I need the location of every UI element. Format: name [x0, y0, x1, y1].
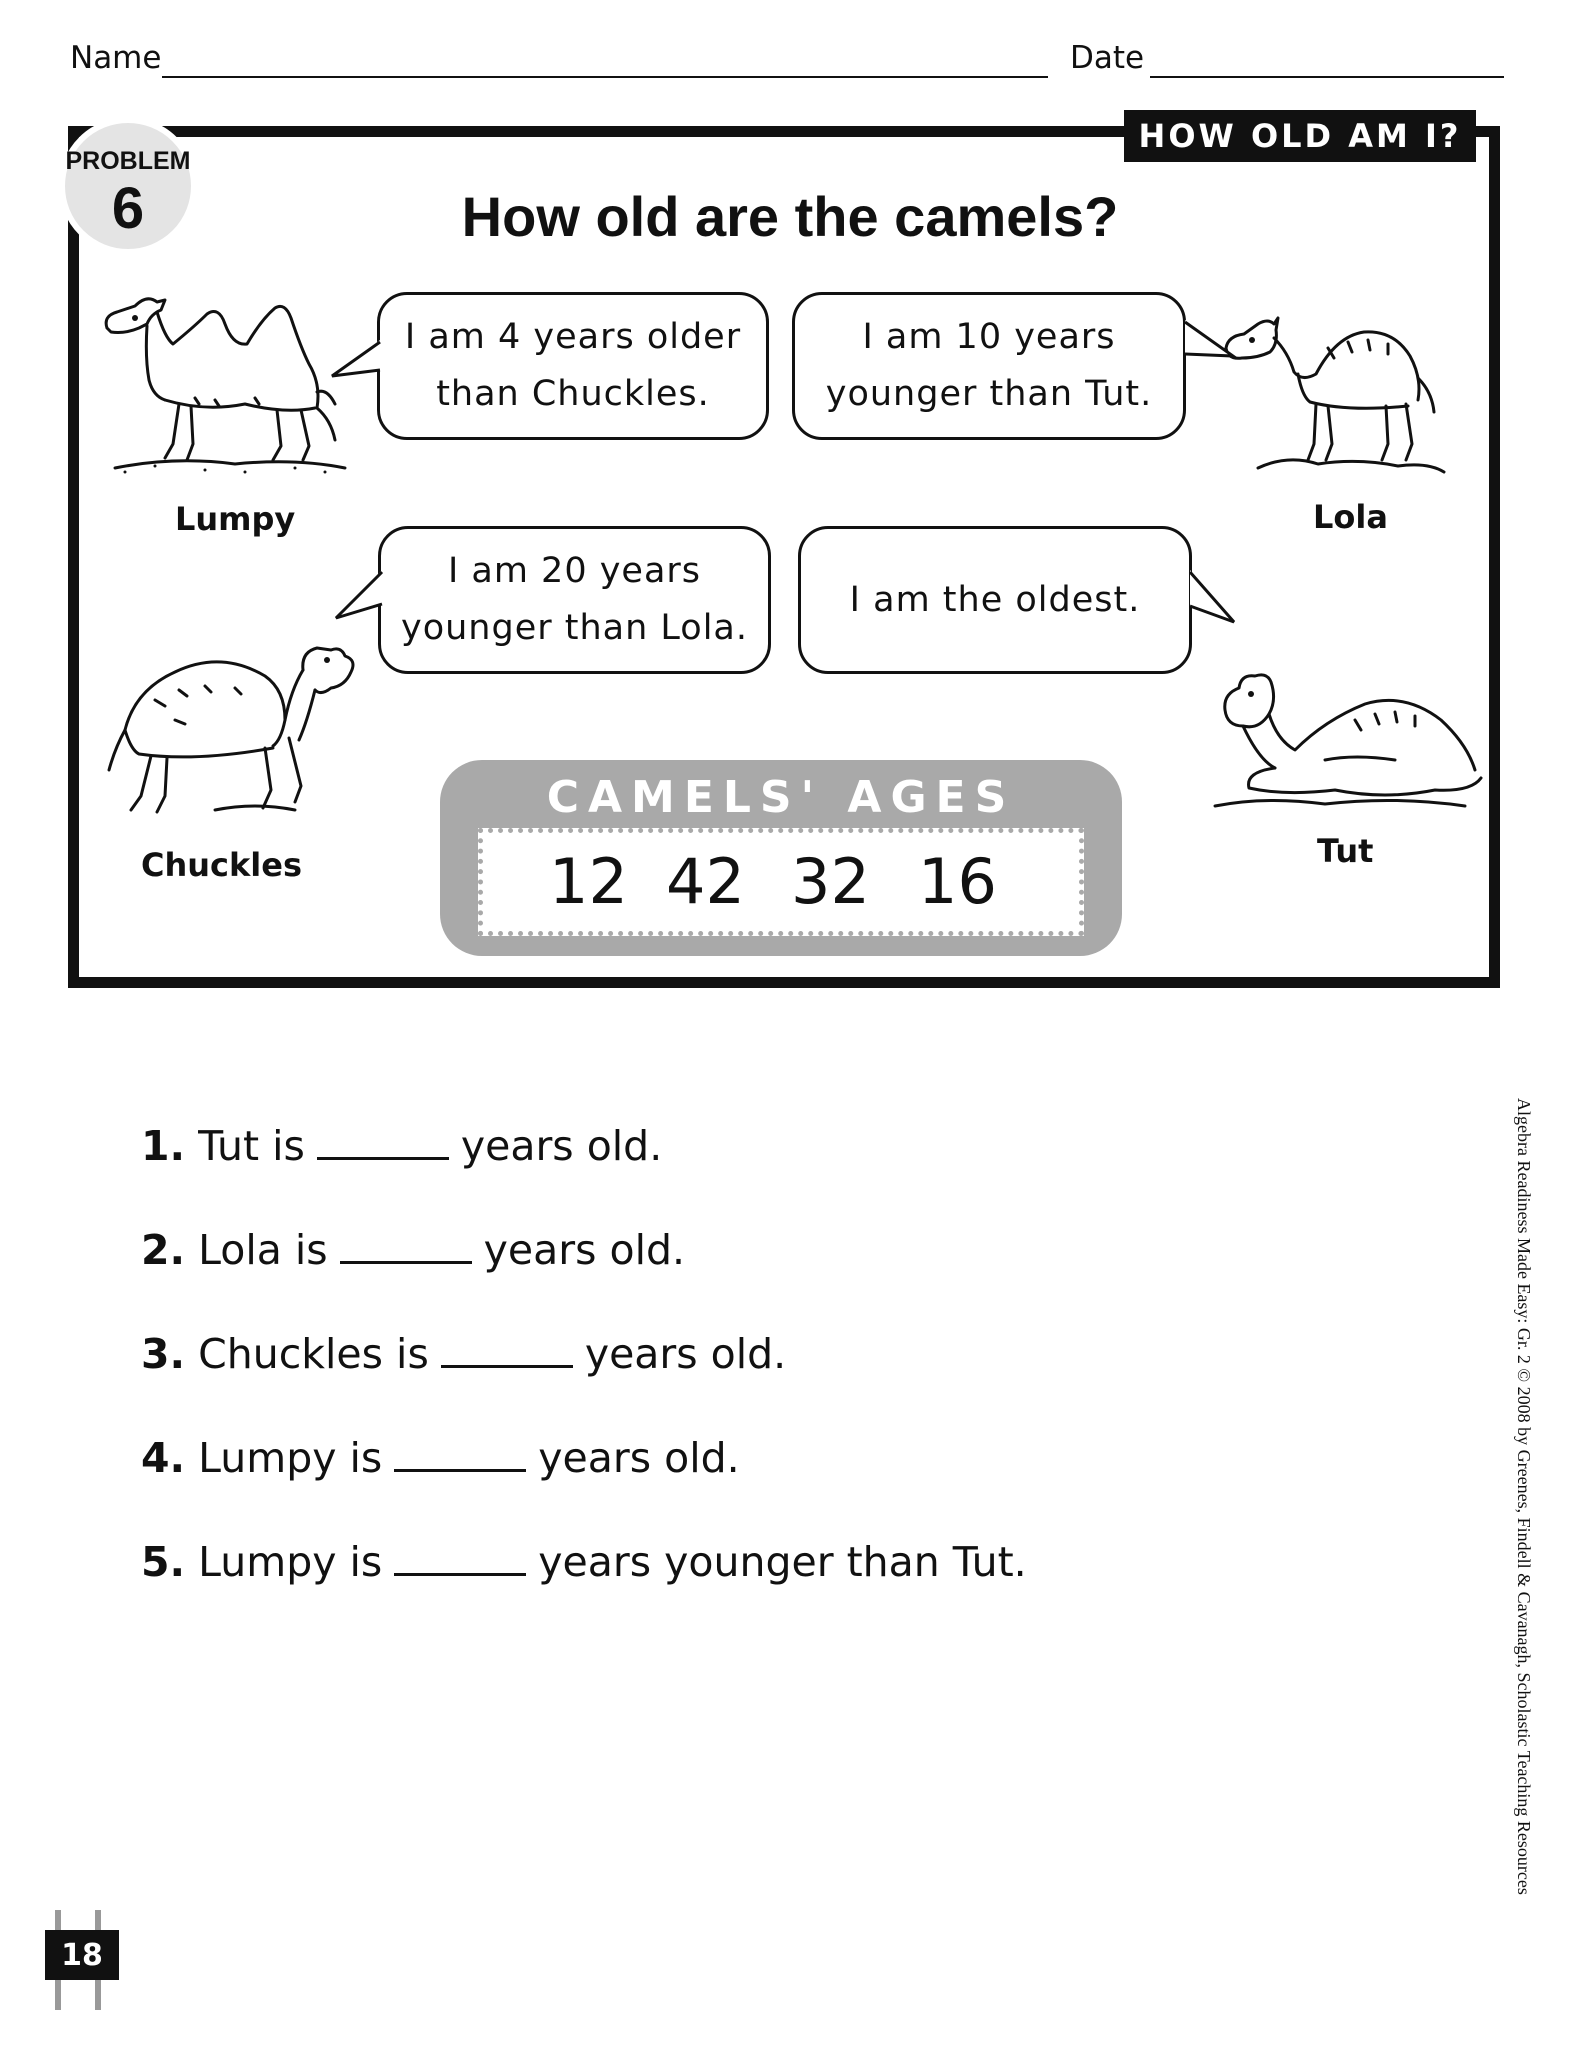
camels-ages-title: CAMELS' AGES	[546, 772, 1016, 823]
problem-label: PROBLEM	[65, 147, 191, 175]
problem-badge	[59, 117, 197, 255]
name-label: Name	[70, 40, 162, 76]
name-line[interactable]	[162, 76, 1048, 78]
answer-blank[interactable]	[340, 1231, 472, 1264]
camel-lumpy-illustration	[95, 288, 350, 488]
question-5	[141, 1538, 1027, 1586]
question-text: Lumpy is	[198, 1434, 383, 1482]
camel-chuckles-illustration	[95, 630, 355, 830]
question-number: 1.	[141, 1122, 186, 1170]
age-value: 42	[666, 845, 745, 918]
camel-tut-illustration	[1205, 660, 1490, 820]
question-text: years old.	[538, 1434, 740, 1482]
speech-bubble-lola	[792, 292, 1186, 440]
bubble-lola-line1: I am 10 years	[862, 317, 1116, 357]
problem-number: 6	[111, 176, 145, 241]
answer-blank[interactable]	[441, 1335, 573, 1368]
bubble-tut-line1: I am the oldest.	[849, 579, 1141, 620]
question-4	[141, 1434, 740, 1482]
bubble-chuckles-line2: younger than Lola.	[400, 608, 748, 648]
bubble-lumpy-line2: than Chuckles.	[436, 374, 710, 414]
camels-ages-panel	[440, 760, 1122, 956]
answer-blank[interactable]	[394, 1439, 526, 1472]
answer-blank[interactable]	[317, 1127, 449, 1160]
question-text: Lola is	[198, 1226, 328, 1274]
camels-ages-box	[478, 828, 1084, 936]
age-value: 32	[791, 845, 870, 918]
question-text: years old.	[483, 1226, 686, 1274]
topic-tag: HOW OLD AM I?	[1124, 110, 1476, 162]
speech-bubble-chuckles	[378, 526, 771, 674]
bubble-lumpy-line1: I am 4 years older	[404, 317, 742, 357]
question-text: Tut is	[198, 1122, 305, 1170]
speech-tail-lumpy	[330, 340, 382, 390]
date-line[interactable]	[1150, 76, 1504, 78]
age-value: 16	[918, 845, 997, 918]
question-3	[141, 1330, 786, 1378]
camel-name-lumpy: Lumpy	[175, 500, 296, 538]
bubble-lola-line2: younger than Tut.	[825, 374, 1153, 414]
question-text: Chuckles is	[198, 1330, 429, 1378]
camel-name-tut: Tut	[1317, 832, 1374, 870]
camel-name-chuckles: Chuckles	[141, 846, 303, 884]
date-label: Date	[1070, 40, 1145, 76]
age-value: 12	[549, 845, 628, 918]
copyright-credit	[1508, 1098, 1542, 2008]
question-2	[141, 1226, 685, 1274]
question-text: Lumpy is	[198, 1538, 383, 1586]
question-number: 2.	[141, 1226, 186, 1274]
speech-tail-chuckles	[334, 570, 384, 622]
question-text: years old.	[584, 1330, 787, 1378]
speech-bubble-tut	[798, 526, 1192, 674]
question-1	[141, 1122, 662, 1170]
speech-tail-lola	[1181, 320, 1237, 370]
question-text: years younger than Tut.	[538, 1538, 1027, 1586]
copyright-text: Algebra Readiness Made Easy: Gr. 2 © 2008 by Greenes, Findell & Cavanagh, Scholastic Teaching Resources	[1514, 1098, 1534, 1895]
camel-lola-illustration	[1218, 308, 1448, 498]
camel-name-lola: Lola	[1313, 498, 1388, 536]
answer-blank[interactable]	[394, 1543, 526, 1576]
question-text: years old.	[460, 1122, 663, 1170]
bubble-chuckles-line1: I am 20 years	[447, 551, 702, 591]
problem-title: How old are the camels?	[461, 185, 1119, 248]
question-number: 4.	[141, 1434, 186, 1482]
speech-bubble-lumpy	[377, 292, 769, 440]
question-number: 5.	[141, 1538, 186, 1586]
page-number: 18	[45, 1930, 119, 1980]
speech-tail-tut	[1186, 570, 1238, 626]
question-number: 3.	[141, 1330, 186, 1378]
